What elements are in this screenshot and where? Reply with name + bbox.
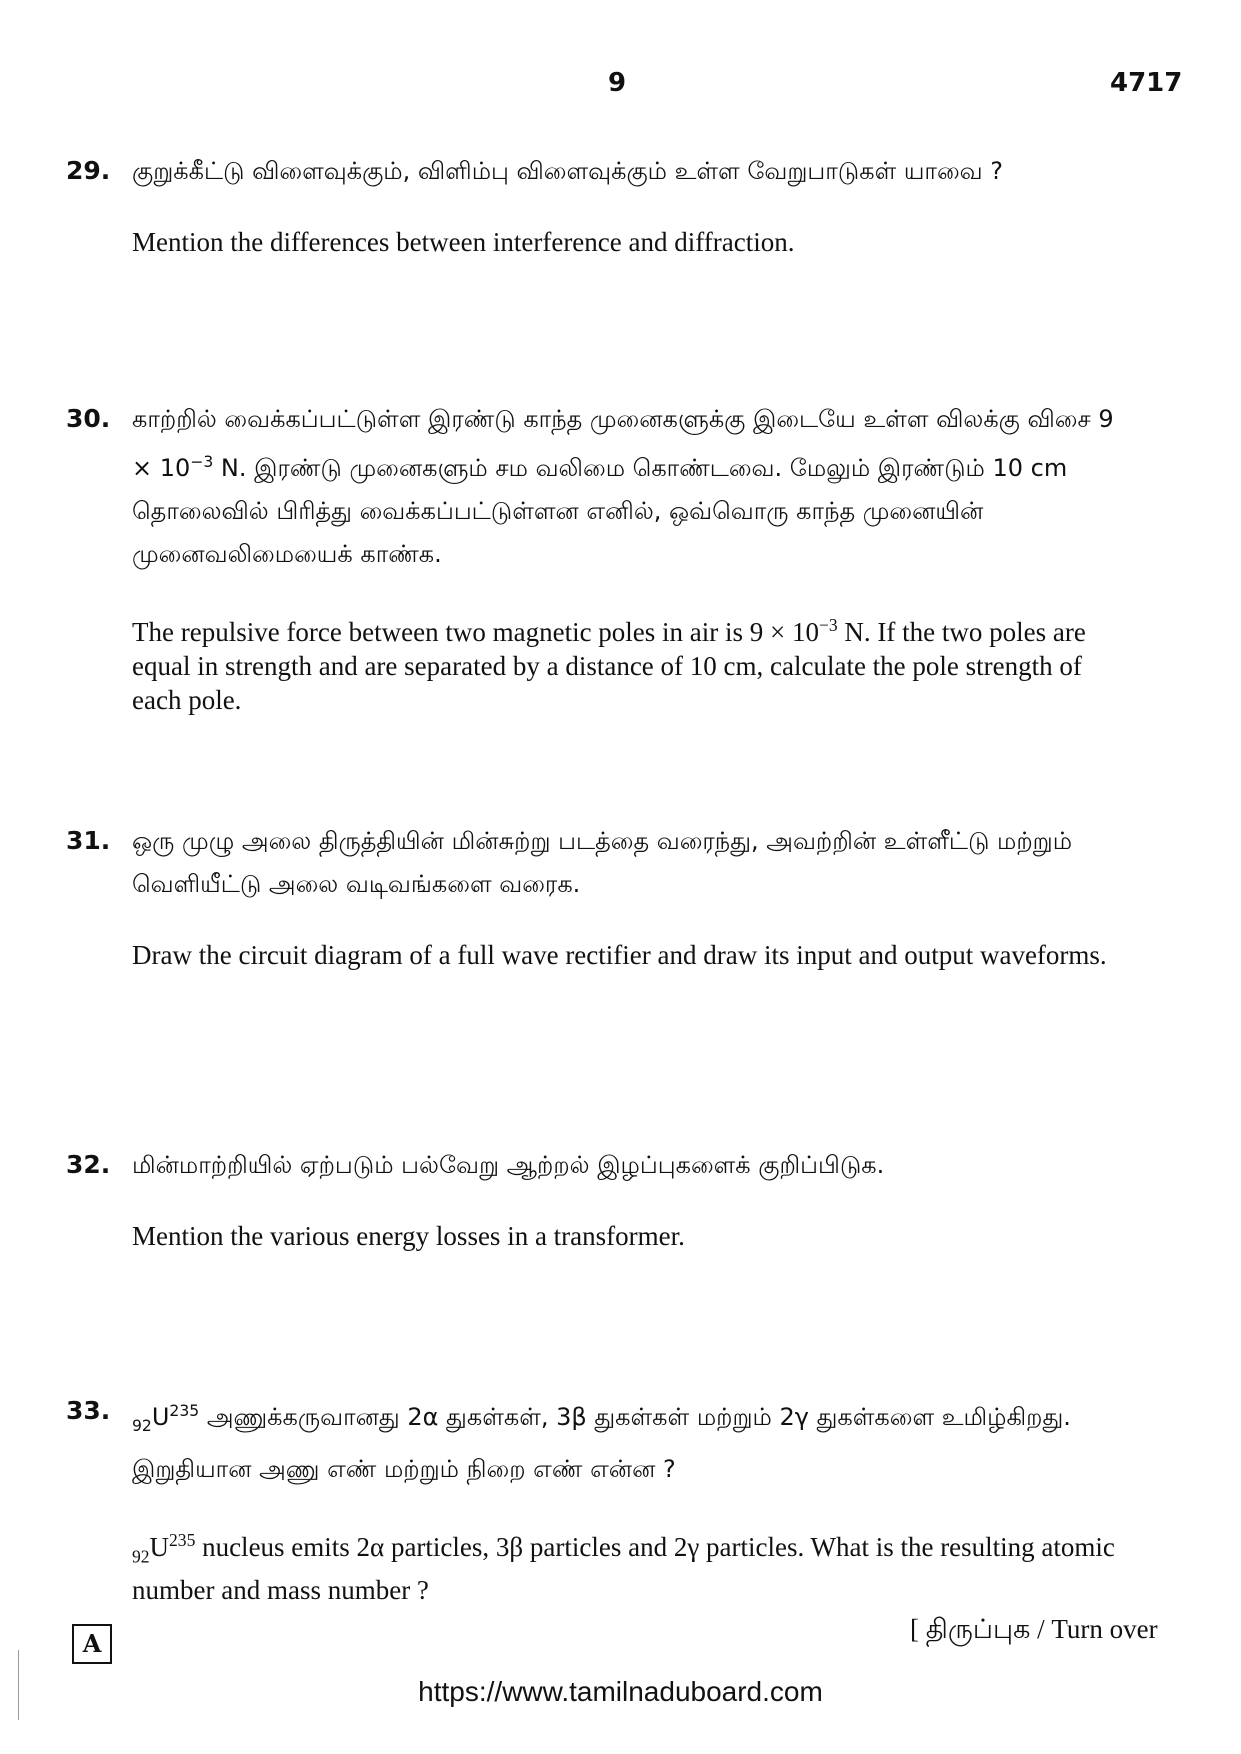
question-number: 31. bbox=[66, 826, 111, 855]
question-number: 33. bbox=[66, 1396, 111, 1425]
website-watermark: https://www.tamilnaduboard.com bbox=[418, 1676, 823, 1707]
question-number: 30. bbox=[66, 404, 111, 433]
english-text-part: N. If the two poles are equal in strength and are separated by a distance of 10 cm, calculate the pole strength of each pole. bbox=[132, 617, 1086, 715]
question-30 bbox=[66, 398, 1126, 717]
atomic-number: 92 bbox=[132, 1546, 150, 1567]
page-number: 9 bbox=[608, 68, 627, 98]
paper-code: 4717 bbox=[1110, 68, 1183, 98]
question-tamil-text: மின்மாற்றியில் ஏற்படும் பல்வேறு ஆற்றல் இழப்புகளைக் குறிப்பிடுக. bbox=[132, 1151, 885, 1179]
question-33 bbox=[66, 1390, 1126, 1607]
question-31 bbox=[66, 820, 1126, 972]
tamil-text-part: காற்றில் வைக்கப்பட்டுள்ள இரண்டு காந்த முனைகளுக்கு இடையே உள்ள விலக்கு விசை 9 × 10 bbox=[132, 405, 1114, 482]
element-symbol: U bbox=[151, 1403, 170, 1431]
atomic-number: 92 bbox=[132, 1416, 152, 1435]
question-english-text: Mention the various energy losses in a transformer. bbox=[132, 1221, 685, 1251]
question-english-text: Draw the circuit diagram of a full wave rectifier and draw its input and output waveforms. bbox=[132, 940, 1107, 970]
question-tamil-text: ஒரு முழு அலை திருத்தியின் மின்சுற்று படத்தை வரைந்து, அவற்றின் உள்ளீட்டு மற்றும் வெளியீட்டு அலை வடிவங்களை வரைக. bbox=[132, 827, 1073, 898]
tamil-text-part: அணுக்கருவானது 2α துகள்கள், 3β துகள்கள் மற்றும் 2γ துகள்களை உமிழ்கிறது. இறுதியான அணு எண் மற்றும் நிறை எண் என்ன ? bbox=[132, 1403, 1071, 1483]
tamil-text-part: N. இரண்டு முனைகளும் சம வலிமை கொண்டவை. மேலும் இரண்டும் 10 cm தொலைவில் பிரித்து வைக்கப்பட்டுள்ளன எனில், ஒவ்வொரு காந்த முனையின் முனைவலிமையைக் காண்க. bbox=[132, 454, 1068, 568]
question-english-text: Mention the differences between interference and diffraction. bbox=[132, 227, 795, 257]
question-number: 29. bbox=[66, 156, 111, 185]
turn-over-note: [ திருப்புக / Turn over bbox=[910, 1614, 1158, 1644]
question-number: 32. bbox=[66, 1150, 111, 1179]
series-box-label: A bbox=[72, 1624, 112, 1664]
exponent: −3 bbox=[190, 453, 214, 471]
mass-number: 235 bbox=[169, 1529, 196, 1550]
exponent: −3 bbox=[819, 615, 838, 635]
question-32 bbox=[66, 1144, 1126, 1253]
english-text-part: nucleus emits 2α particles, 3β particles and 2γ particles. What is the resulting atomic number and mass number ? bbox=[132, 1531, 1115, 1606]
question-english-text bbox=[132, 1523, 1132, 1607]
question-tamil-text bbox=[132, 398, 1132, 576]
english-text-part: The repulsive force between two magnetic poles in air is 9 × 10 bbox=[132, 617, 820, 647]
mass-number: 235 bbox=[169, 1402, 200, 1420]
question-29 bbox=[66, 150, 1126, 259]
question-tamil-text: குறுக்கீட்டு விளைவுக்கும், விளிம்பு விளைவுக்கும் உள்ள வேறுபாடுகள் யாவை ? bbox=[132, 157, 1004, 185]
question-tamil-text bbox=[132, 1390, 1132, 1491]
element-symbol: U bbox=[149, 1531, 170, 1562]
question-english-text bbox=[132, 608, 1132, 717]
